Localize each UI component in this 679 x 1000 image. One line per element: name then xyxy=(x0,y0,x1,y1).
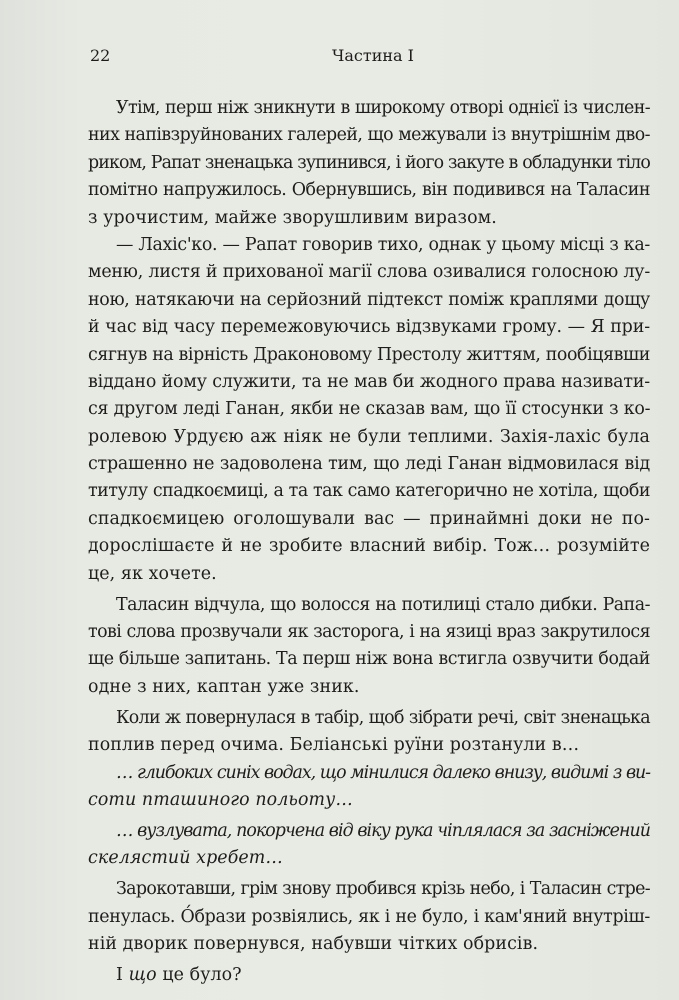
text-line: … вузлувата, покорчена від віку рука чіплялася за засніжений xyxy=(116,820,650,841)
text-line: з урочистим, майже зворушливим виразом. xyxy=(88,207,497,228)
text-line: риком, Рапат зненацька зупинився, і його закуте в обладунки тіло xyxy=(88,152,650,173)
text-line: помітно напружилось. Обернувшись, він подивився на Таласин xyxy=(88,180,650,201)
text-line: меню, листя й прихованої магії слова озивалися голосною лу- xyxy=(88,262,650,283)
text-line: них напівзруйнованих галерей, що межували із внутрішнім дво- xyxy=(88,125,650,146)
text-line: ною, натякаючи на серйозний підтекст поміж краплями дощу xyxy=(88,289,650,310)
text-line: ній дворик повернувся, набувши чітких обрисів. xyxy=(88,934,539,955)
text-line: тові слова прозвучали як засторога, і на язиці враз закрутилося xyxy=(88,622,650,643)
text-line: ся другом леді Ганан, якби не сказав вам, що її стосунки з ко- xyxy=(88,399,651,420)
text-line: … глибоких синіх водах, що мінилися далеко внизу, видимі з ви- xyxy=(116,762,650,783)
text-line: Утім, перш ніж зникнути в широкому отворі однієї із числен- xyxy=(116,98,650,118)
text-line: сягнув на вірність Драконовому Престолу життям, пообіцявши xyxy=(88,344,650,365)
final-line-emphasis: що xyxy=(128,965,157,986)
text-line: віддано йому служити, та не мав би жодного права називати- xyxy=(88,371,650,392)
body-text xyxy=(88,95,650,989)
text-line: пенулась. О́брази розвіялись, як і не було, і кам'яний внутріш- xyxy=(88,906,650,927)
text-line: ще більше запитань. Та перш ніж вона встигла озвучити бодай xyxy=(88,649,650,670)
text-line: соти пташиного польоту… xyxy=(88,789,353,810)
text-line: ролевою Урдуєю аж ніяк не були теплими. Захія-лахіс була xyxy=(88,426,650,447)
text-line: одне з них, каптан уже зник. xyxy=(88,676,360,697)
text-line: Зарокотавши, грім знову пробився крізь небо, і Таласин стре- xyxy=(116,879,650,900)
final-line-end: це було? xyxy=(156,965,242,986)
text-line: скелястий хребет… xyxy=(88,848,283,869)
part-title: Частина І xyxy=(332,46,414,65)
text-line: — Лахіс'ко. — Рапат говорив тихо, однак у цьому місці з ка- xyxy=(116,234,650,255)
page-number: 22 xyxy=(90,46,111,65)
text-line: спадкоємицею оголошували вас — принаймні доки не по- xyxy=(88,508,650,529)
text-line: це, як хочете. xyxy=(88,563,217,584)
text-line: Коли ж повернулася в табір, щоб зібрати речі, світ зненацька xyxy=(116,707,650,728)
final-line-start: І xyxy=(116,965,129,986)
text-line: й час від часу перемежовуючись відзвуками грому. — Я при- xyxy=(88,317,650,338)
text-line: Таласин відчула, що волосся на потилиці стало дибки. Рапа- xyxy=(116,594,650,615)
text-line: страшенно не задоволена тим, що леді Ганан відмовилася від xyxy=(88,454,650,475)
text-line: дорослішаєте й не зробите власний вибір. Тож… розумійте xyxy=(88,536,650,557)
text-line-final xyxy=(88,962,650,989)
text-line: поплив перед очима. Беліанські руїни розтанули в… xyxy=(88,735,580,756)
running-header xyxy=(90,44,650,68)
text-line: титулу спадкоємиці, а та так само категорично не хотіла, щоби xyxy=(88,481,650,502)
